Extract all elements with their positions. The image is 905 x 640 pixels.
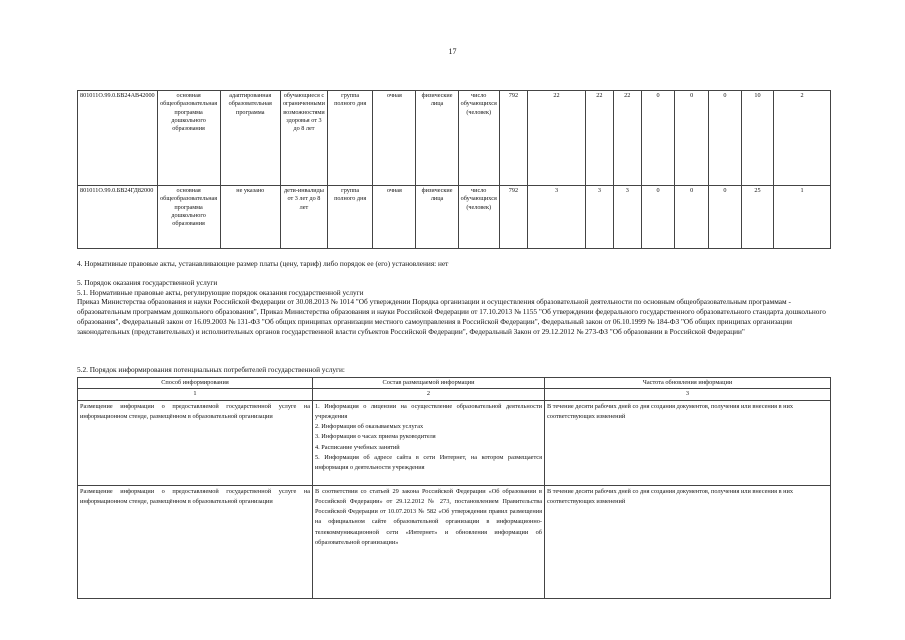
program-cell: основная общеобразовательная программа дошкольного образования (157, 91, 220, 186)
value-cell: 22 (585, 91, 613, 186)
value-cell: 0 (641, 186, 675, 249)
value-cell: 3 (585, 186, 613, 249)
value-cell: 2 (774, 91, 831, 186)
content-cell (313, 485, 545, 598)
content-line: 3. Информация о часах приема руководителя (315, 433, 436, 441)
registry-code-cell: 801011О.99.0.БВ24ГД82000 (78, 186, 158, 249)
method-cell: Размещение информации о предоставляемой государственной услуге на информационном стенде, размещённом в образовательной организации (78, 400, 313, 485)
section-5-2-title: 5.2. Порядок информирования потенциальных потребителей государственной услуги: (77, 365, 345, 374)
content-line: 1. Информация о лицензии на осуществление образовательной деятельности учреждения (315, 402, 542, 420)
value-cell: 0 (675, 186, 709, 249)
value-cell: 22 (528, 91, 586, 186)
page-number: 17 (448, 47, 457, 56)
column-number-row (78, 389, 831, 400)
method-cell: Размещение информации о предоставляемой государственной услуге на информационном стенде, размещённом в образовательной организации (78, 485, 313, 598)
column-number: 2 (313, 389, 545, 400)
form-cell: очная (373, 186, 416, 249)
value-cell: 0 (675, 91, 709, 186)
service-volume-table (77, 90, 831, 249)
category-cell: обучающиеся с ограниченными возможностями здоровья от 3 до 8 лет (280, 91, 327, 186)
value-cell: 3 (613, 186, 641, 249)
content-line: 2. Информация об оказываемых услугах (315, 423, 424, 431)
okei-cell: 792 (499, 91, 527, 186)
frequency-cell: В течение десяти рабочих дней со дня создания документов, получения или внесения в них соответствующих изменений (545, 485, 831, 598)
column-number: 3 (545, 389, 831, 400)
recipient-cell: физические лица (416, 186, 458, 249)
section-4-text: 4. Нормативные правовые акты, устанавливающие размер платы (цену, тариф) либо порядок ее (его) установления: нет (77, 259, 449, 268)
value-cell: 0 (641, 91, 675, 186)
indicator-cell: число обучающихся (человек) (458, 91, 499, 186)
table-row (78, 400, 831, 485)
content-line: 5. Информация об адресе сайта в сети Интернет, на котором размещается информация о деятельности учреждения (315, 454, 542, 472)
column-number: 1 (78, 389, 313, 400)
form-cell: очная (373, 91, 416, 186)
value-cell: 22 (613, 91, 641, 186)
category-cell: дети-инвалиды от 3 лет до 8 лет (280, 186, 327, 249)
value-cell: 0 (709, 91, 742, 186)
frequency-cell: В течение десяти рабочих дней со дня создания документов, получения или внесения в них соответствующих изменений (545, 400, 831, 485)
program-cell: основная общеобразовательная программа дошкольного образования (157, 186, 220, 249)
registry-code-cell: 801011О.99.0.БВ24АВ42000 (78, 91, 158, 186)
indicator-cell: число обучающихся (человек) (458, 186, 499, 249)
okei-cell: 792 (499, 186, 527, 249)
recipient-cell: физические лица (416, 91, 458, 186)
section-5-1-title: 5.1. Нормативные правовые акты, регулирующие порядок оказания государственной услуги (77, 287, 364, 297)
table-header-row (78, 378, 831, 389)
regulatory-acts-text: Приказ Министерства образования и науки Российской Федерации от 30.08.2013 № 1014 "Об утверждении Порядка организации и осуществления образовательной деятельности по основным общеобразовательным программам - образовательным программам дошкольного образования", Приказ Министерства образования и науки Российской Федерации от 17.10.2013 № 1155 "Об утверждении федерального государственного образовательного стандарта дошкольного образования", Федеральный закон от 16.09.2003 № 131-ФЗ "Об общих принципах организации местного самоуправления в Российской Федерации", Федеральный закон от 06.10.1999 № 184-ФЗ "Об общих принципах организации законодательных (представительных) и исполнительных органов государственной власти субъектов Российской Федерации", Федеральный Закон от 29.12.2012 № 273-ФЗ "Об образовании в Российской Федерации" (77, 297, 826, 336)
program-type-cell: не указано (220, 186, 280, 249)
content-cell (313, 400, 545, 485)
program-type-cell: адаптированная образовательная программа (220, 91, 280, 186)
content-line: В соответствии со статьей 29 закона Российской Федерации «Об образовании в Российской Федерации» от 29.12.2012 № 273, постановлением Правительства Российской Федерации от 10.07.2013 № 582 «Об утверждении правил размещения на официальном сайте образовательной организации в информационно-телекоммуникационной сети «Интернет» и обновления информации об образовательной организации» (315, 487, 542, 547)
value-cell: 10 (741, 91, 773, 186)
value-cell: 0 (709, 186, 742, 249)
column-header: Состав размещаемой информации (313, 378, 545, 389)
value-cell: 3 (528, 186, 586, 249)
table-row (78, 186, 831, 249)
stay-mode-cell: группа полного дня (327, 186, 373, 249)
section-5 (77, 278, 831, 336)
column-header: Частота обновления информации (545, 378, 831, 389)
value-cell: 1 (774, 186, 831, 249)
column-header: Способ информирования (78, 378, 313, 389)
section-5-title: 5. Порядок оказания государственной услуги (77, 278, 218, 287)
content-line: 4. Расписание учебных занятий (315, 443, 400, 451)
table-row (78, 485, 831, 598)
table-row (78, 91, 831, 186)
informing-table (77, 377, 831, 599)
stay-mode-cell: группа полного дня (327, 91, 373, 186)
value-cell: 25 (741, 186, 773, 249)
